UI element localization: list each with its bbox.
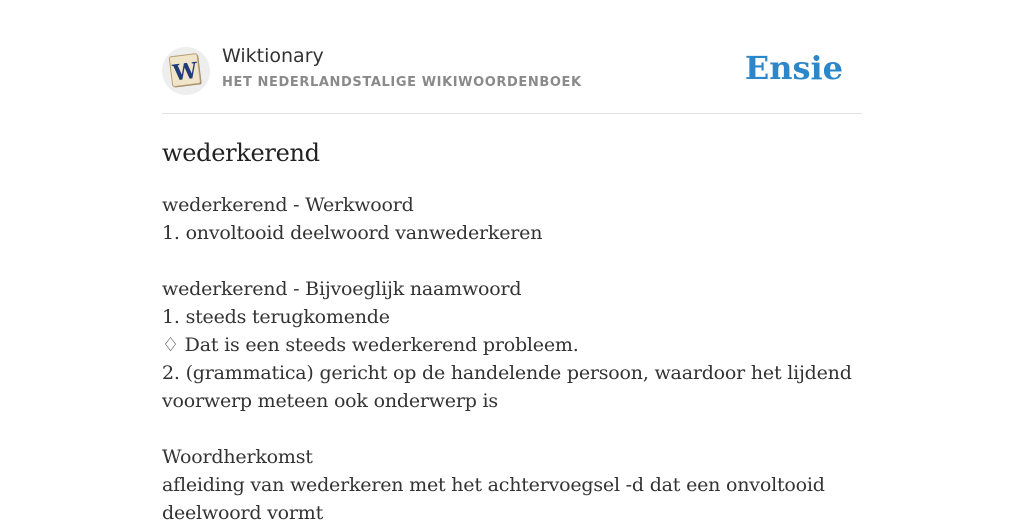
page-title: wederkerend xyxy=(162,139,320,167)
wederkeren-link[interactable]: wederkeren xyxy=(428,222,543,244)
verb-definition-1 xyxy=(162,219,862,247)
logo-letter: W xyxy=(171,57,199,87)
adjective-example-1: ♢ Dat is een steeds wederkerend probleem. xyxy=(162,334,579,356)
etymology-heading: Woordherkomst xyxy=(162,446,313,468)
spacer xyxy=(162,247,862,275)
etymology-line-2: deelwoord vormt xyxy=(162,502,324,524)
article xyxy=(162,137,862,527)
verb-definition-1-text: 1. onvoltooid deelwoord van xyxy=(162,222,429,244)
wiktionary-logo[interactable] xyxy=(162,47,210,95)
adjective-heading: wederkerend - Bijvoeglijk naamwoord xyxy=(162,278,522,300)
header xyxy=(162,40,862,114)
etymology-line-1: afleiding van wederkeren met het achtervoegsel -d dat een onvoltooid xyxy=(162,474,825,496)
adjective-definition-1: 1. steeds terugkomende xyxy=(162,306,390,328)
source-subtitle: HET NEDERLANDSTALIGE WIKIWOORDENBOEK xyxy=(222,75,582,90)
spacer xyxy=(162,415,862,443)
article-body xyxy=(162,191,862,527)
ensie-brand-link[interactable]: Ensie xyxy=(744,49,843,87)
verb-heading: wederkerend - Werkwoord xyxy=(162,194,414,216)
wiktionary-tile-icon xyxy=(162,47,210,95)
adjective-definition-2-line-2: voorwerp meteen ook onderwerp is xyxy=(162,390,498,412)
adjective-definition-2-line-1: 2. (grammatica) gericht op de handelende persoon, waardoor het lijdend xyxy=(162,362,852,384)
source-name[interactable]: Wiktionary xyxy=(222,45,324,67)
